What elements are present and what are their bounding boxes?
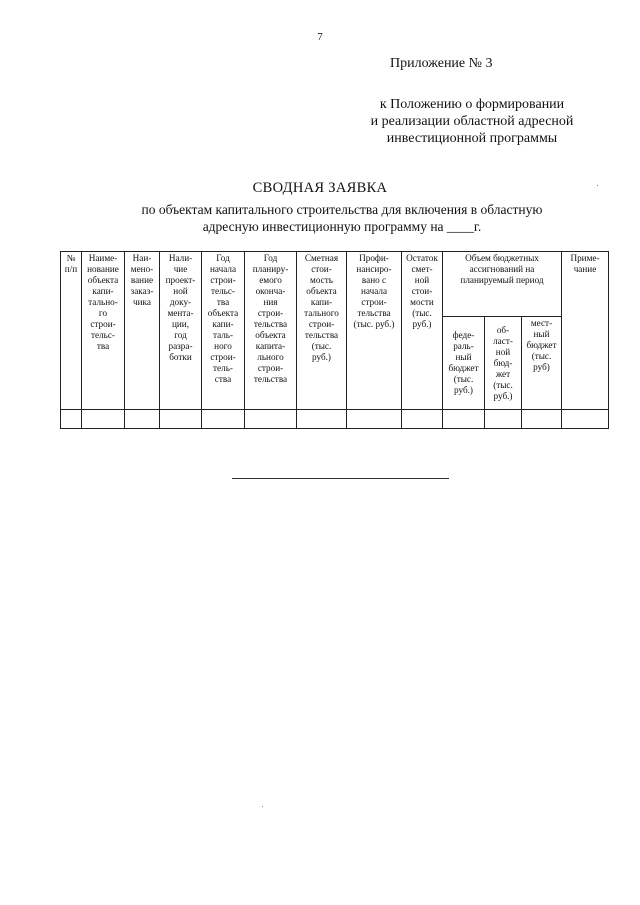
table-cell[interactable] xyxy=(297,410,347,429)
table-cell[interactable] xyxy=(485,410,522,429)
column-header: Наи- мено- вание заказ- чика xyxy=(125,252,160,410)
document-subtitle-line: адресную инвестиционную программу на ____г. xyxy=(202,219,482,234)
budget-group-header: Объем бюджетных ассигнований на планируемый период xyxy=(443,252,562,317)
request-form-table xyxy=(60,251,609,429)
table-cell[interactable] xyxy=(443,410,485,429)
annex-subtitle-line: инвестиционной программы xyxy=(386,131,558,146)
column-header: Нали- чие проект- ной доку- мента- ции, год разра- ботки xyxy=(160,252,202,410)
closing-line xyxy=(232,478,449,479)
document-title: СВОДНАЯ ЗАЯВКА xyxy=(252,180,388,196)
page-number: 7 xyxy=(317,31,323,43)
annex-subtitle-line: к Положению о формировании xyxy=(379,97,565,112)
scan-speck xyxy=(597,185,598,186)
column-header: № п/п xyxy=(61,252,82,410)
document-subtitle xyxy=(92,201,592,235)
table-cell[interactable] xyxy=(125,410,160,429)
column-header: Год планиру- емого оконча- ния строи- тельства объекта капита- льного строи- тельства xyxy=(245,252,297,410)
table-cell[interactable] xyxy=(402,410,443,429)
table-header-row xyxy=(61,252,609,317)
column-header: Профи- нансиро- вано с начала строи- тельства (тыс. руб.) xyxy=(347,252,402,410)
table-cell[interactable] xyxy=(202,410,245,429)
column-header: Год начала строи- тельс- тва объекта капи- таль- ного строи- тель- ства xyxy=(202,252,245,410)
document-subtitle-line: по объектам капитального строительства для включения в областную xyxy=(141,202,543,217)
table-cell[interactable] xyxy=(562,410,609,429)
column-header: Приме- чание xyxy=(562,252,609,410)
table-cell[interactable] xyxy=(160,410,202,429)
column-header: Наиме- нование объекта капи- тально- го строи- тельс- тва xyxy=(82,252,125,410)
table-cell[interactable] xyxy=(522,410,562,429)
annex-subtitle xyxy=(352,96,592,147)
annex-title: Приложение № 3 xyxy=(390,56,493,71)
table-cell[interactable] xyxy=(347,410,402,429)
budget-subheader: об- ласт- ной бюд- жет (тыс. руб.) xyxy=(485,317,522,410)
table-row xyxy=(61,410,609,429)
column-header: Остаток смет- ной стои- мости (тыс. руб.) xyxy=(402,252,443,410)
annex-subtitle-line: и реализации областной адресной xyxy=(370,114,574,129)
table-cell[interactable] xyxy=(245,410,297,429)
scan-speck xyxy=(262,806,263,807)
table-cell[interactable] xyxy=(61,410,82,429)
table-cell[interactable] xyxy=(82,410,125,429)
budget-subheader: мест- ный бюджет (тыс. руб) xyxy=(522,317,562,410)
column-header: Сметная стои- мость объекта капи- тального строи- тельства (тыс. руб.) xyxy=(297,252,347,410)
budget-subheader: феде- раль- ный бюджет (тыс. руб.) xyxy=(443,317,485,410)
